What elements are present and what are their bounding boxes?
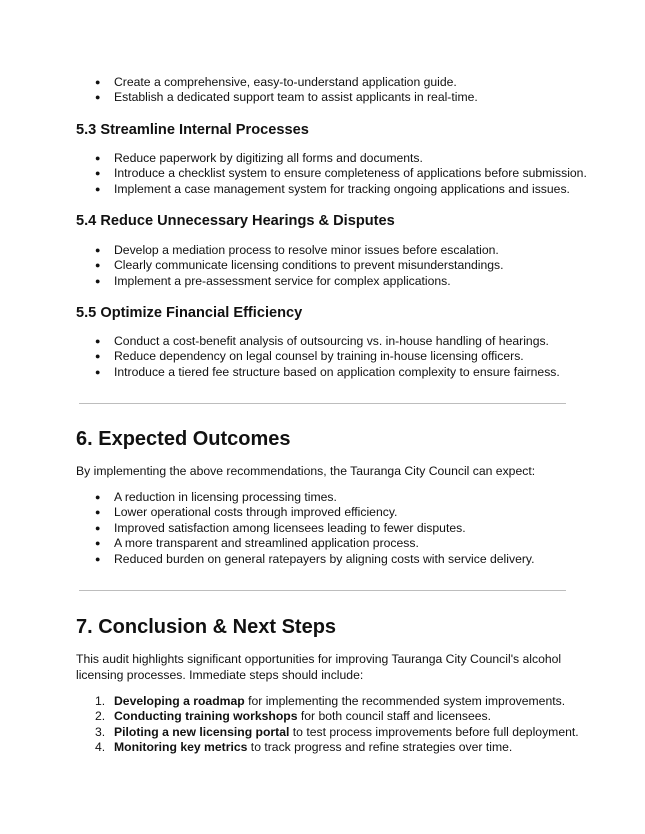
list-item: ● Reduce dependency on legal counsel by training in-house licensing officers.: [95, 349, 615, 364]
list-item: ● Improved satisfaction among licensees leading to fewer disputes.: [95, 521, 615, 536]
list-item: ● Develop a mediation process to resolve minor issues before escalation.: [95, 243, 615, 258]
section-5-3-bullet-list: [95, 151, 615, 197]
step-number: 2.: [95, 709, 106, 724]
list-item: ● Conduct a cost-benefit analysis of outsourcing vs. in-house handling of hearings.: [95, 334, 615, 349]
section-5-3-heading: 5.3 Streamline Internal Processes: [76, 122, 309, 138]
list-item: ● A more transparent and streamlined application process.: [95, 536, 615, 551]
step-text: to track progress and refine strategies over time.: [247, 740, 513, 755]
section-7-intro: This audit highlights significant opportunities for improving Tauranga City Council's alcohol licensing processes. Immediate steps should include:: [76, 652, 562, 683]
section-6-intro: By implementing the above recommendations, the Tauranga City Council can expect:: [76, 464, 536, 478]
step-text: for both council staff and licensees.: [297, 709, 492, 724]
list-item: ● Reduced burden on general ratepayers by aligning costs with service delivery.: [95, 552, 615, 567]
step-bold-text: Developing a roadmap: [114, 694, 245, 708]
section-divider: [79, 590, 566, 591]
list-item: ● Implement a pre-assessment service for complex applications.: [95, 274, 615, 289]
step-number: 1.: [95, 694, 106, 708]
step-item: [95, 725, 615, 740]
list-item: ● Create a comprehensive, easy-to-understand application guide.: [95, 75, 615, 90]
section-5-4-heading: 5.4 Reduce Unnecessary Hearings & Disputes: [76, 213, 395, 229]
list-item: ● Clearly communicate licensing conditions to prevent misunderstandings.: [95, 258, 615, 273]
step-bold-text: Piloting a new licensing portal: [114, 724, 290, 739]
step-number: 3.: [95, 724, 106, 739]
section-5-5-bullet-list: [95, 334, 615, 380]
list-item: ● Implement a case management system for tracking ongoing applications and issues.: [95, 182, 615, 197]
list-item: ● Lower operational costs through improved efficiency.: [95, 505, 615, 520]
list-item: ● A reduction in licensing processing times.: [95, 490, 615, 505]
step-number: 4.: [95, 740, 106, 755]
step-text: for implementing the recommended system improvements.: [244, 694, 566, 708]
section-5-4-bullet-list: [95, 243, 615, 289]
list-item: ● Introduce a checklist system to ensure completeness of applications before submission.: [95, 166, 615, 181]
section-divider: [79, 403, 566, 404]
step-bold-text: Monitoring key metrics: [114, 740, 248, 755]
section-7-heading: 7. Conclusion & Next Steps: [76, 616, 337, 638]
list-item: ● Establish a dedicated support team to assist applicants in real-time.: [95, 90, 615, 105]
section-6-heading: 6. Expected Outcomes: [76, 428, 291, 450]
step-bold-text: Conducting training workshops: [114, 709, 298, 724]
list-item: ● Introduce a tiered fee structure based on application complexity to ensure fairness.: [95, 365, 615, 380]
step-text: to test process improvements before full deployment.: [289, 724, 579, 739]
step-item: [95, 709, 615, 724]
intro-bullet-list: [95, 75, 615, 106]
section-6-bullet-list: [95, 490, 615, 567]
section-5-5-heading: 5.5 Optimize Financial Efficiency: [76, 305, 303, 321]
step-item: [95, 740, 615, 755]
list-item: ● Reduce paperwork by digitizing all forms and documents.: [95, 151, 615, 166]
step-item: [95, 694, 615, 709]
next-steps-list: [95, 694, 615, 756]
